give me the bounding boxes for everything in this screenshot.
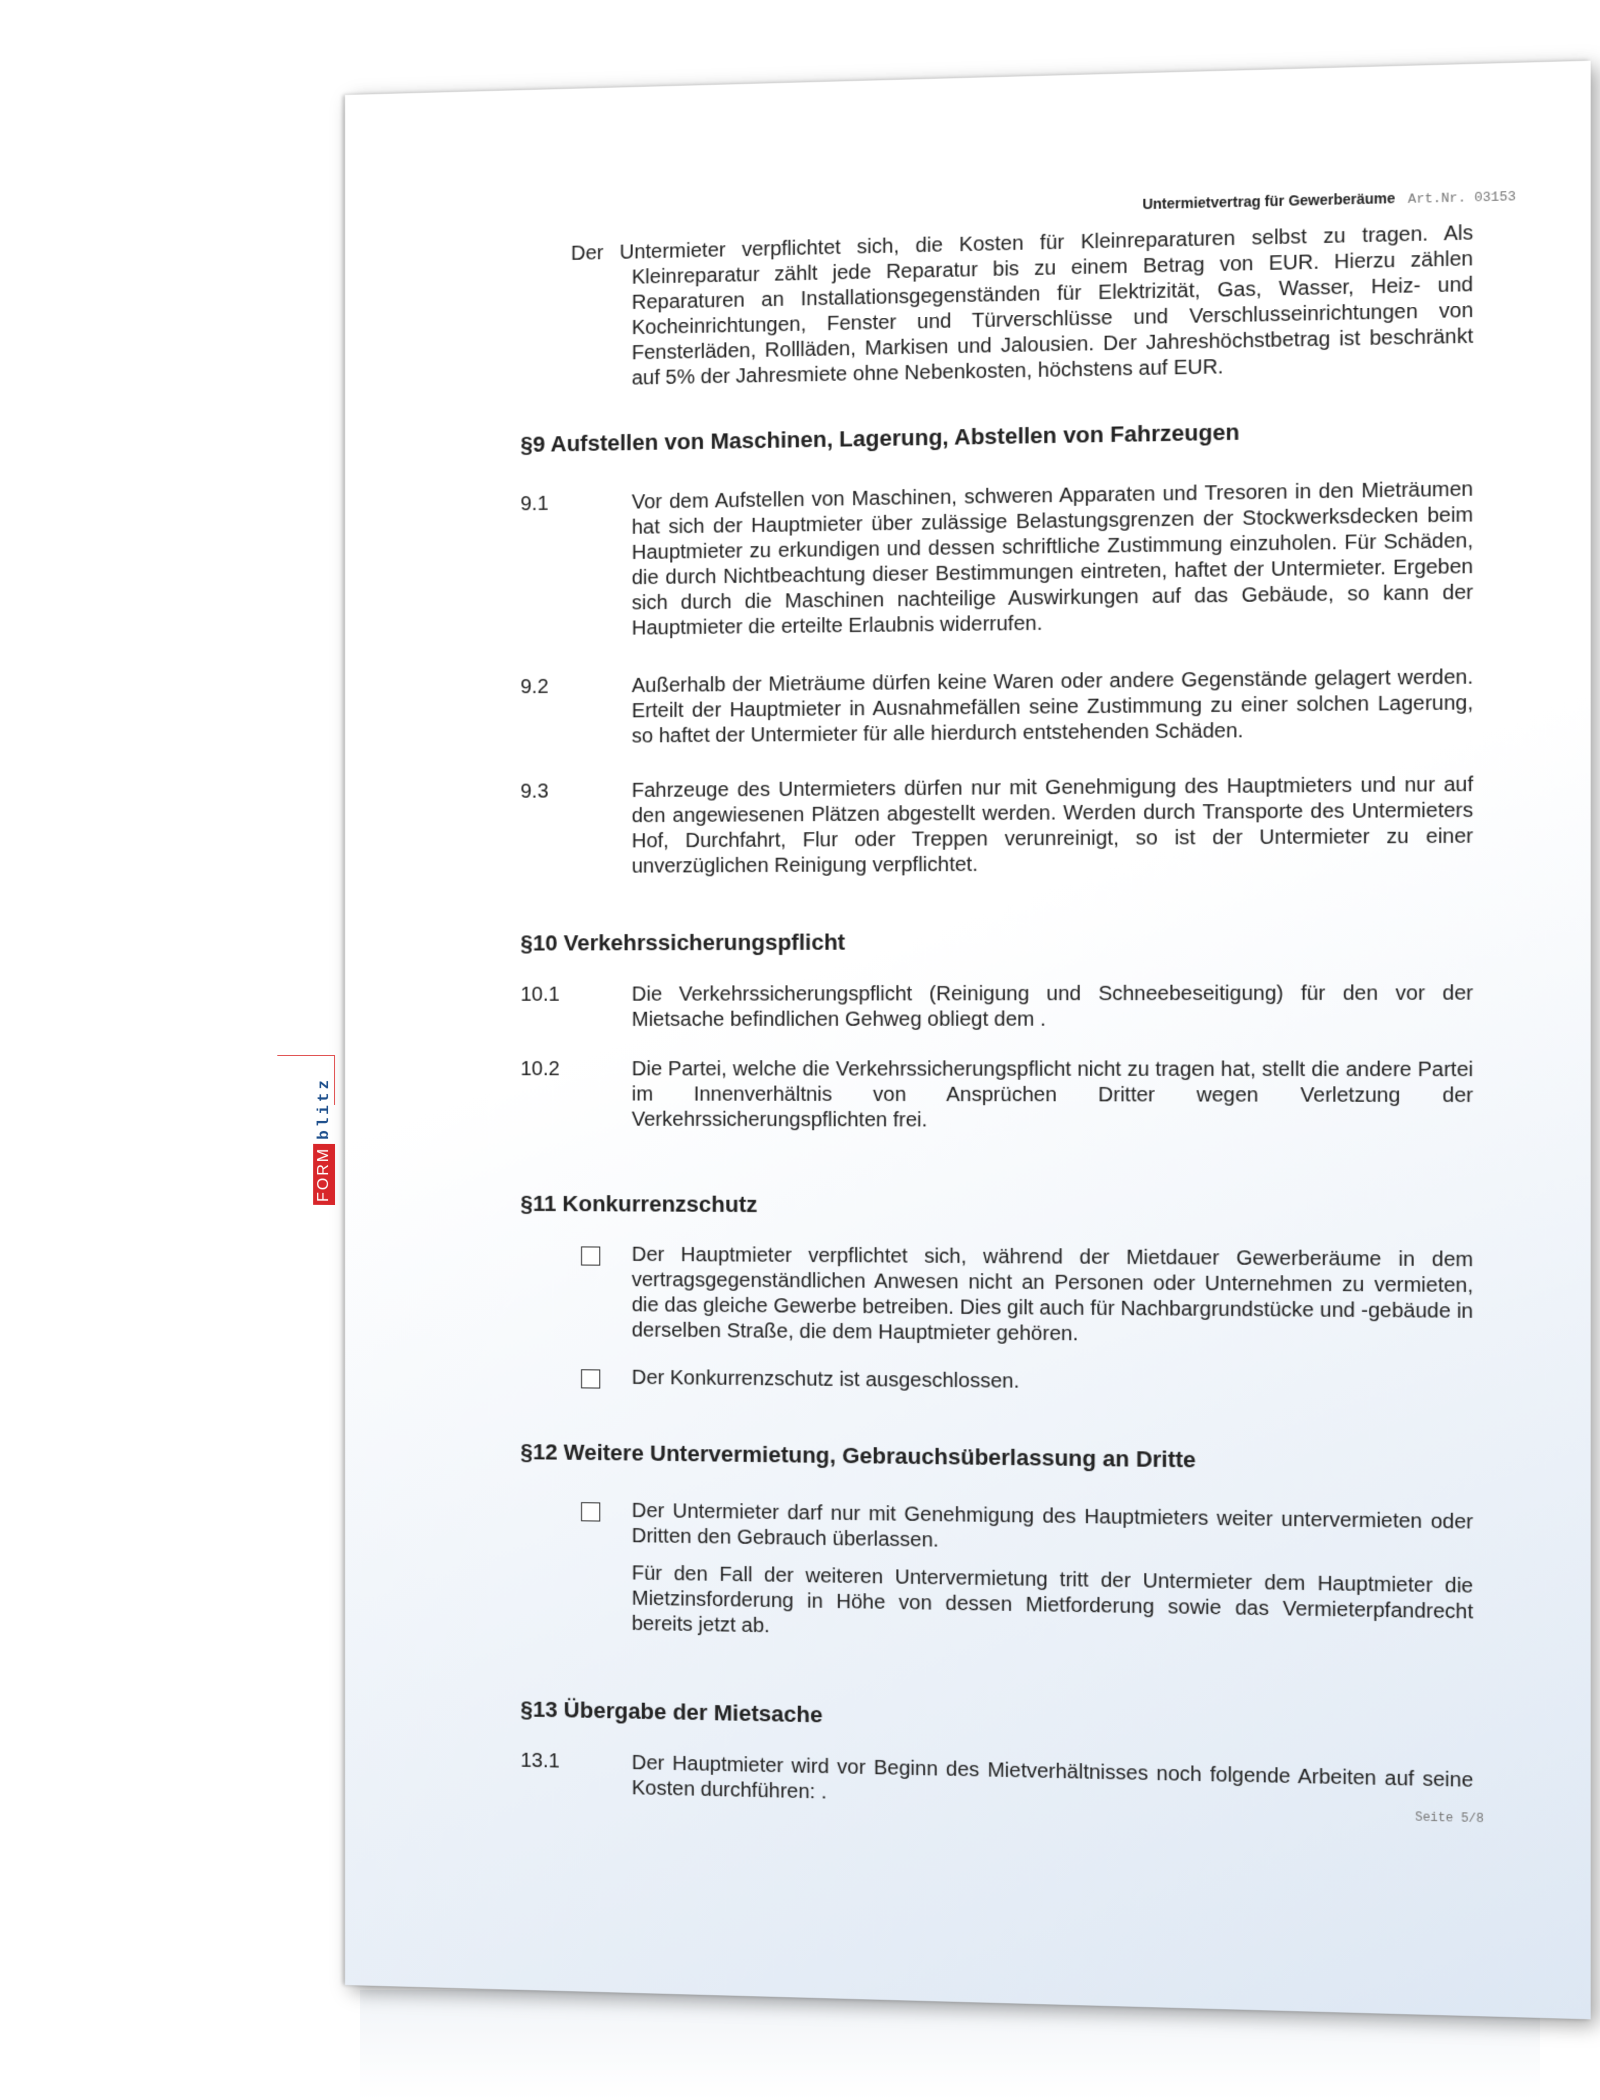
- section-12-heading: §12 Weitere Untervermietung, Gebrauchsüberlassung an Dritte: [520, 1439, 1196, 1473]
- section-11-heading: §11 Konkurrenzschutz: [520, 1190, 758, 1218]
- formblitz-logo: [313, 1055, 335, 1205]
- article-number: Art.Nr. 03153: [1407, 188, 1516, 207]
- document-title: Untermietvertrag für Gewerberäume: [1142, 189, 1396, 213]
- checkbox[interactable]: [581, 1246, 600, 1265]
- clause-10-1: 10.1 Die Verkehrssicherungspflicht (Reinigung und Schneebeseitigung) für den vor der Mietsache befindlichen Gehweg obliegt dem .: [520, 982, 1474, 1031]
- clause-9-2: 9.2 Außerhalb der Mieträume dürfen keine Waren oder andere Gegenstände gelagert werden. Erteilt der Hauptmieter in Ausnahmefällen seine Zustimmung zu einer solchen Lagerung, so haftet der Untermieter für alle hierdurch entstehenden Schäden.: [520, 666, 1474, 748]
- clause-13-1: 13.1 Der Hauptmieter wird vor Beginn des Mietverhältnisses noch folgende Arbeiten auf seine Kosten durchführen: .: [520, 1749, 1474, 1804]
- logo-blitz: blitz: [315, 1076, 334, 1140]
- section-13-heading: §13 Übergabe der Mietsache: [520, 1696, 823, 1728]
- document-page: [315, 61, 1591, 2020]
- section-10-heading: §10 Verkehrssicherungspflicht: [520, 929, 846, 956]
- untervermietung-note: Für den Fall der weiteren Untervermietung tritt der Untermieter dem Hauptmieter die Mietzinsforderung in Höhe von dessen Mietforderung sowie das Vermieterpfandrecht bereits jetzt ab.: [631, 1562, 1474, 1638]
- clause-10-2: 10.2 Die Partei, welche die Verkehrssicherungspflicht nicht zu tragen hat, stellt die andere Partei im Innenverhältnis von Ansprüchen Dritter wegen Verletzung der Verkehrssicherungspflichten frei.: [520, 1058, 1474, 1132]
- logo-form: FORM: [313, 1144, 335, 1205]
- checkbox[interactable]: [581, 1369, 600, 1388]
- section-9-heading: §9 Aufstellen von Maschinen, Lagerung, Abstellen von Fahrzeugen: [520, 419, 1240, 458]
- page-number: Seite 5/8: [1415, 1810, 1484, 1827]
- checkbox[interactable]: [581, 1502, 600, 1521]
- option-konkurrenzschutz: Der Hauptmieter verpflichtet sich, während der Mietdauer Gewerberäume in dem vertragsgegenständlichen Anwesen nicht an Personen oder Unternehmen zu vermieten, die das gleiche Gewerbe betreiben. Dies gilt auch für Nachbargrundstücke und -gebäude in derselben Straße, die dem Hauptmieter gehören.: [520, 1242, 1473, 1351]
- option-untervermietung: Der Untermieter darf nur mit Genehmigung des Hauptmieters weiter untervermieten oder Dritten den Gebrauch überlassen.: [520, 1497, 1473, 1561]
- clause-9-3: 9.3 Fahrzeuge des Untermieters dürfen nur mit Genehmigung des Hauptmieters und nur auf den angewiesenen Plätzen abgestellt werden. Werden durch Transporte des Untermieters Hof, Durchfahrt, Flur oder Treppen verunreinigt, so ist der Untermieter zu einer unverzüglichen Reinigung verpflichtet.: [520, 773, 1474, 878]
- option-no-konkurrenzschutz: Der Konkurrenzschutz ist ausgeschlossen.: [520, 1365, 1473, 1400]
- clause-9-1: 9.1 Vor dem Aufstellen von Maschinen, schweren Apparaten und Tresoren in den Mieträumen hat sich der Hauptmieter über zulässige Belastungsgrenzen der Stockwerksdecken beim Hauptmieter zu erkundigen und dessen schriftliche Zustimmung einzuholen. Für Schäden, die durch Nichtbeachtung dieser Bestimmungen eintreten, haftet der Untermieter. Ergeben sich durch die Maschinen nachteilige Auswirkungen auf das Gebäude, so kann der Hauptmieter die erteilte Erlaubnis widerrufen.: [520, 478, 1474, 640]
- intro-paragraph: Der Untermieter verpflichtet sich, die Kosten für Kleinreparaturen selbst zu tragen. Als Kleinreparatur zählt jede Reparatur bis zu einem Betrag von EUR. Hierzu zählen Reparaturen an Installationsgegenständen für Elektrizität, Gas, Wasser, Heiz- und Kocheinrichtungen, Fenster und Türverschlüsse und Verschlusseinrichtungen von Fensterläden, Rollläden, Markisen und Jalousien. Der Jahreshöchstbetrag ist beschränkt auf 5% der Jahresmiete ohne Nebenkosten, höchstens auf EUR.: [570, 221, 1474, 390]
- document-header: [1142, 187, 1516, 213]
